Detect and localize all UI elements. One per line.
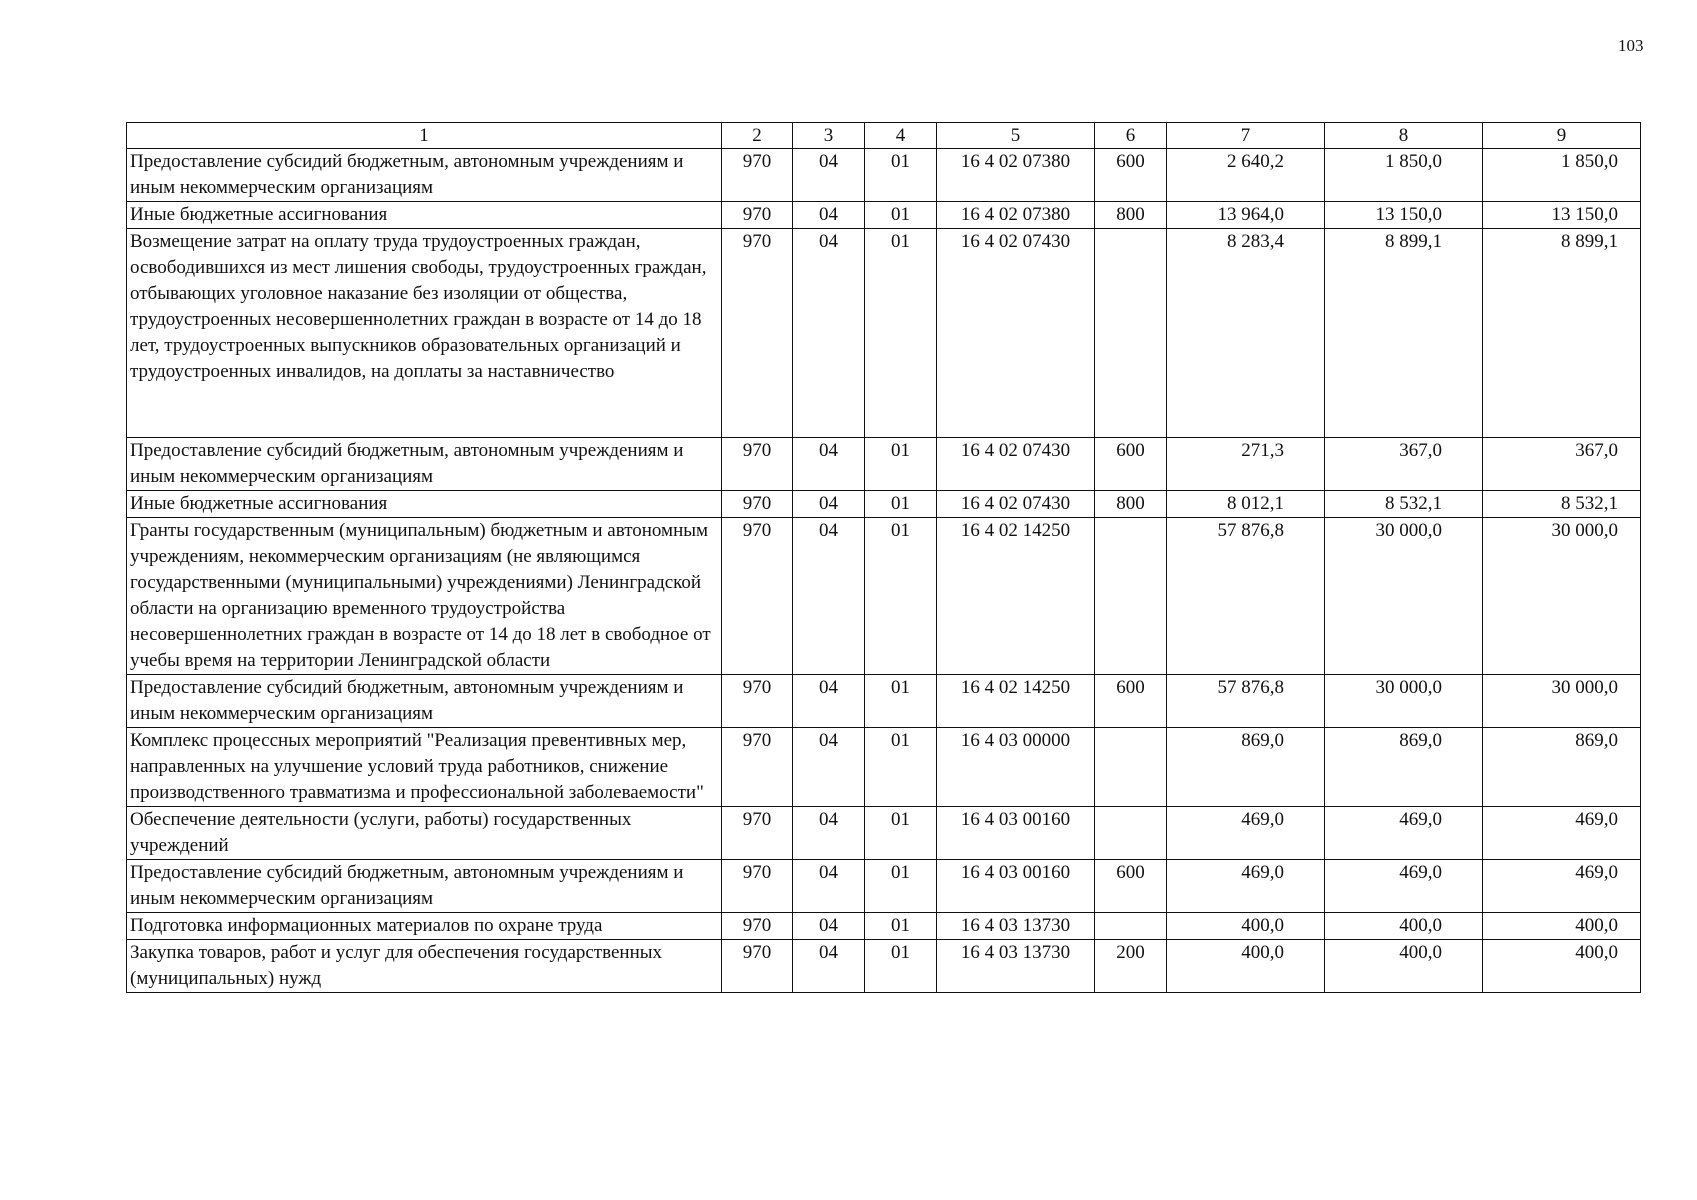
column-number: 3 — [793, 123, 865, 149]
amount-col9: 469,0 — [1483, 807, 1641, 860]
table-row — [127, 807, 1641, 860]
amount-col8: 400,0 — [1325, 913, 1483, 940]
column-number-row — [127, 123, 1641, 149]
column-number: 5 — [937, 123, 1095, 149]
ministry-code: 970 — [722, 940, 793, 993]
section-code: 04 — [793, 518, 865, 675]
target-article-code: 16 4 02 07380 — [937, 202, 1095, 229]
expense-type-code — [1095, 728, 1167, 807]
target-article-code: 16 4 03 00160 — [937, 807, 1095, 860]
amount-col7: 400,0 — [1167, 913, 1325, 940]
subsection-code: 01 — [865, 229, 937, 438]
ministry-code: 970 — [722, 202, 793, 229]
subsection-code: 01 — [865, 202, 937, 229]
table-row — [127, 229, 1641, 438]
section-code: 04 — [793, 913, 865, 940]
column-number: 9 — [1483, 123, 1641, 149]
target-article-code: 16 4 03 00000 — [937, 728, 1095, 807]
amount-col9: 30 000,0 — [1483, 675, 1641, 728]
ministry-code: 970 — [722, 675, 793, 728]
amount-col8: 8 899,1 — [1325, 229, 1483, 438]
subsection-code: 01 — [865, 149, 937, 202]
subsection-code: 01 — [865, 913, 937, 940]
expense-type-code — [1095, 913, 1167, 940]
expense-type-code: 200 — [1095, 940, 1167, 993]
amount-col8: 869,0 — [1325, 728, 1483, 807]
target-article-code: 16 4 03 00160 — [937, 860, 1095, 913]
ministry-code: 970 — [722, 728, 793, 807]
target-article-code: 16 4 03 13730 — [937, 913, 1095, 940]
amount-col7: 469,0 — [1167, 807, 1325, 860]
amount-col7: 400,0 — [1167, 940, 1325, 993]
amount-col7: 8 012,1 — [1167, 491, 1325, 518]
table-row — [127, 438, 1641, 491]
page-number: 103 — [1618, 36, 1644, 55]
expense-type-code: 600 — [1095, 438, 1167, 491]
amount-col9: 400,0 — [1483, 913, 1641, 940]
column-number: 8 — [1325, 123, 1483, 149]
target-article-code: 16 4 02 07430 — [937, 491, 1095, 518]
subsection-code: 01 — [865, 940, 937, 993]
amount-col7: 8 283,4 — [1167, 229, 1325, 438]
column-number: 1 — [127, 123, 722, 149]
amount-col9: 469,0 — [1483, 860, 1641, 913]
amount-col9: 30 000,0 — [1483, 518, 1641, 675]
amount-col7: 2 640,2 — [1167, 149, 1325, 202]
section-code: 04 — [793, 940, 865, 993]
section-code: 04 — [793, 202, 865, 229]
expense-type-code — [1095, 518, 1167, 675]
amount-col7: 13 964,0 — [1167, 202, 1325, 229]
subsection-code: 01 — [865, 491, 937, 518]
ministry-code: 970 — [722, 860, 793, 913]
amount-col8: 30 000,0 — [1325, 675, 1483, 728]
table-row — [127, 491, 1641, 518]
subsection-code: 01 — [865, 675, 937, 728]
table-row — [127, 518, 1641, 675]
amount-col7: 57 876,8 — [1167, 675, 1325, 728]
amount-col9: 400,0 — [1483, 940, 1641, 993]
section-code: 04 — [793, 491, 865, 518]
row-name: Иные бюджетные ассигнования — [127, 491, 722, 518]
subsection-code: 01 — [865, 438, 937, 491]
ministry-code: 970 — [722, 438, 793, 491]
row-name: Иные бюджетные ассигнования — [127, 202, 722, 229]
table-row — [127, 940, 1641, 993]
expense-type-code: 600 — [1095, 860, 1167, 913]
amount-col9: 869,0 — [1483, 728, 1641, 807]
amount-col8: 13 150,0 — [1325, 202, 1483, 229]
amount-col7: 271,3 — [1167, 438, 1325, 491]
target-article-code: 16 4 02 14250 — [937, 675, 1095, 728]
amount-col8: 367,0 — [1325, 438, 1483, 491]
subsection-code: 01 — [865, 860, 937, 913]
expense-type-code — [1095, 229, 1167, 438]
table-row — [127, 202, 1641, 229]
row-name: Комплекс процессных мероприятий "Реализация превентивных мер, направленных на улучшение условий труда работников, снижение производственного травматизма и профессиональной заболеваемости" — [127, 728, 722, 807]
target-article-code: 16 4 02 07380 — [937, 149, 1095, 202]
ministry-code: 970 — [722, 518, 793, 675]
section-code: 04 — [793, 229, 865, 438]
row-name: Предоставление субсидий бюджетным, автономным учреждениям и иным некоммерческим организациям — [127, 675, 722, 728]
row-name: Обеспечение деятельности (услуги, работы) государственных учреждений — [127, 807, 722, 860]
section-code: 04 — [793, 807, 865, 860]
target-article-code: 16 4 03 13730 — [937, 940, 1095, 993]
row-name: Возмещение затрат на оплату труда трудоустроенных граждан, освободившихся из мест лишения свободы, трудоустроенных граждан, отбывающих уголовное наказание без изоляции от общества, трудоустроенных несовершеннолетних граждан в возрасте от 14 до 18 лет, трудоустроенных выпускников образовательных организаций и трудоустроенных инвалидов, на доплаты за наставничество — [127, 229, 722, 438]
column-number: 2 — [722, 123, 793, 149]
section-code: 04 — [793, 860, 865, 913]
amount-col8: 469,0 — [1325, 860, 1483, 913]
amount-col9: 367,0 — [1483, 438, 1641, 491]
target-article-code: 16 4 02 14250 — [937, 518, 1095, 675]
amount-col8: 8 532,1 — [1325, 491, 1483, 518]
subsection-code: 01 — [865, 518, 937, 675]
table-row — [127, 728, 1641, 807]
column-number: 4 — [865, 123, 937, 149]
ministry-code: 970 — [722, 229, 793, 438]
ministry-code: 970 — [722, 149, 793, 202]
amount-col9: 1 850,0 — [1483, 149, 1641, 202]
ministry-code: 970 — [722, 491, 793, 518]
column-number: 7 — [1167, 123, 1325, 149]
amount-col8: 400,0 — [1325, 940, 1483, 993]
row-name: Подготовка информационных материалов по охране труда — [127, 913, 722, 940]
column-number: 6 — [1095, 123, 1167, 149]
expense-type-code: 800 — [1095, 491, 1167, 518]
expense-type-code: 600 — [1095, 149, 1167, 202]
row-name: Закупка товаров, работ и услуг для обеспечения государственных (муниципальных) нужд — [127, 940, 722, 993]
amount-col7: 469,0 — [1167, 860, 1325, 913]
target-article-code: 16 4 02 07430 — [937, 438, 1095, 491]
amount-col9: 13 150,0 — [1483, 202, 1641, 229]
amount-col9: 8 899,1 — [1483, 229, 1641, 438]
row-name: Гранты государственным (муниципальным) бюджетным и автономным учреждениям, некоммерческим организациям (не являющимся государственными (муниципальными) учреждениями) Ленинградской области на организацию временного трудоустройства несовершеннолетних граждан в возрасте от 14 до 18 лет в свободное от учебы время на территории Ленинградской области — [127, 518, 722, 675]
expense-type-code: 600 — [1095, 675, 1167, 728]
subsection-code: 01 — [865, 728, 937, 807]
ministry-code: 970 — [722, 807, 793, 860]
table-row — [127, 913, 1641, 940]
table-row — [127, 675, 1641, 728]
section-code: 04 — [793, 728, 865, 807]
amount-col8: 1 850,0 — [1325, 149, 1483, 202]
expense-type-code: 800 — [1095, 202, 1167, 229]
budget-table — [126, 122, 1641, 993]
row-name: Предоставление субсидий бюджетным, автономным учреждениям и иным некоммерческим организациям — [127, 860, 722, 913]
amount-col9: 8 532,1 — [1483, 491, 1641, 518]
section-code: 04 — [793, 675, 865, 728]
ministry-code: 970 — [722, 913, 793, 940]
row-name: Предоставление субсидий бюджетным, автономным учреждениям и иным некоммерческим организациям — [127, 438, 722, 491]
amount-col8: 30 000,0 — [1325, 518, 1483, 675]
amount-col7: 869,0 — [1167, 728, 1325, 807]
amount-col8: 469,0 — [1325, 807, 1483, 860]
row-name: Предоставление субсидий бюджетным, автономным учреждениям и иным некоммерческим организациям — [127, 149, 722, 202]
table-row — [127, 860, 1641, 913]
section-code: 04 — [793, 438, 865, 491]
target-article-code: 16 4 02 07430 — [937, 229, 1095, 438]
table-row — [127, 149, 1641, 202]
amount-col7: 57 876,8 — [1167, 518, 1325, 675]
section-code: 04 — [793, 149, 865, 202]
expense-type-code — [1095, 807, 1167, 860]
subsection-code: 01 — [865, 807, 937, 860]
